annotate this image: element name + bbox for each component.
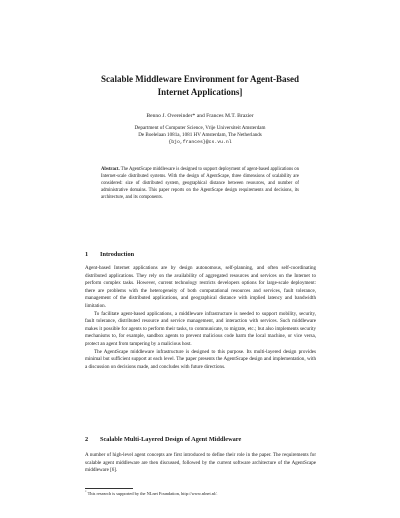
footnote-marker: * [85,489,87,494]
authors: Benno J. Overeinder* and Frances M.T. Brazier [146,113,254,119]
abstract [101,166,299,201]
section-1-paragraph-1: Agent-based Internet applications are by design autonomous, self-planning, and often self-coordinating distributed applications. They rely on the availability of aggregated resources and services on the Internet to perform complex tasks. However, current technology restricts developers options for large-scale deployment: there are problems with the heterogeneity of both computational resources and services, fault tolerance, management of the distributed applications, and geographical distance with implied latency and bandwidth limitation. [85,265,316,309]
section-2-number: 2 [85,436,89,443]
abstract-text: The AgentScape middleware is designed to support deployment of agent-based applications on Internet-scale distributed systems. With the design of AgentScape, three dimensions of scalability are considered: size of distributed system, geographical distance between resources, and number of administrative domains. This paper reports on the AgentScape design requirements and decisions, its architecture, and its components. [101,167,299,200]
section-1-paragraph-2: To facilitate agent-based applications, a middleware infrastructure is needed to support mobility, security, fault tolerance, distributed resource and service management, and interaction with services. Such middleware makes it possible for agents to perform their tasks, to communicate, to migrate, etc.; but also implements security mechanisms to, for example, sandbox agents to prevent malicious code harm the local machine, or vice versa, protect an agent from tampering by a malicious host. [85,310,316,347]
section-2-heading [85,436,241,444]
affiliation-line-2: De Boelelaan 1081a, 1081 HV Amsterdam, The Netherlands [138,132,262,138]
section-1-number: 1 [85,251,89,258]
footnote [85,491,316,497]
footnote-rule [85,488,133,489]
section-1-title: Introduction [100,251,135,258]
section-2-title: Scalable Multi-Layered Design of Agent Middleware [100,436,242,443]
section-2-paragraph-1: A number of high-level agent concepts are first introduced to define their role in the paper. The requirements for scalable agent middleware are then discussed, followed by the current software architecture of the AgentScape middleware [6]. [85,452,316,474]
section-1-body [85,265,316,371]
abstract-label: Abstract. [101,167,120,172]
section-2-body [85,452,316,475]
title-line-1: Scalable Middleware Environment for Agent-Based [101,74,299,84]
title-line-2: Internet Applications] [157,87,243,97]
affiliation [60,125,340,146]
section-1-heading [85,251,134,259]
author-email: {bjo,frances}@cs.vu.nl [168,140,232,145]
footnote-text: This research is supported by the NLnet Foundation, http://www.nlnet.nl/. [87,491,218,496]
affiliation-line-1: Department of Computer Science, Vrije Universiteit Amsterdam [134,125,266,131]
section-1-paragraph-3: The AgentScape middleware infrastructure is designed to this purpose. Its multi-layered design provides minimal but sufficient support at each level. The paper presents the AgentScape design and implementation, with a discussion on decisions made, and concludes with future directions. [85,348,316,370]
paper-title [70,73,330,99]
